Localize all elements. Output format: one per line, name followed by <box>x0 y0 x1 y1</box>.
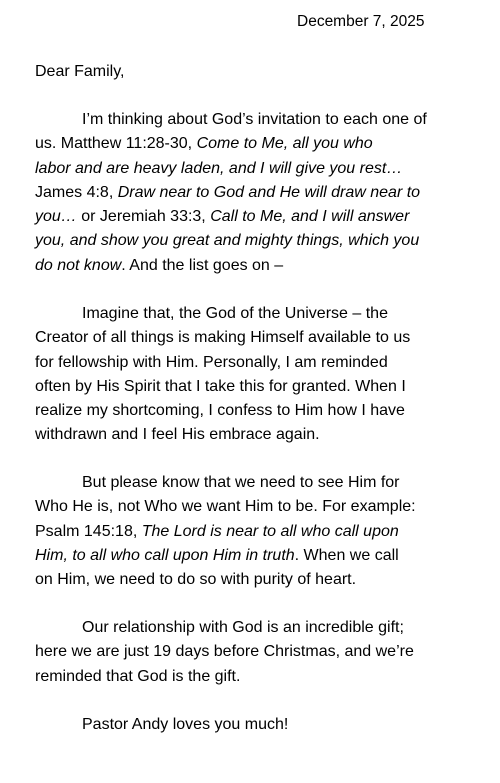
letter-greeting: Dear Family, <box>35 63 125 80</box>
paragraph-line: Creator of all things is making Himself available to us <box>35 329 411 347</box>
paragraph-who-he-is <box>35 471 455 592</box>
scripture-quote: Come to Me, all you who <box>196 135 373 153</box>
scripture-reference: James 4:8, <box>35 183 118 201</box>
paragraph-line <box>35 229 455 253</box>
letter-closing <box>35 713 455 737</box>
paragraph-line <box>35 181 455 205</box>
paragraph-line: on Him, we need to do so with purity of heart. <box>35 571 357 589</box>
text-run: . When we call <box>294 546 399 564</box>
paragraph-line: for fellowship with Him. Personally, I am reminded <box>35 353 388 371</box>
scripture-quote: Call to Me, and I will answer <box>210 208 410 226</box>
closing-line: Pastor Andy loves you much! <box>82 716 289 733</box>
paragraph-line <box>35 254 455 278</box>
scripture-quote: labor and are heavy laden, and I will give you rest… <box>35 159 403 177</box>
paragraph-fellowship <box>35 302 455 448</box>
scripture-reference: Psalm 145:18, <box>35 522 142 540</box>
paragraph-line <box>35 132 455 156</box>
scripture-quote: Him, to all who call upon Him in truth <box>35 546 295 564</box>
paragraph-line <box>35 544 455 568</box>
scripture-quote: you… <box>35 208 77 226</box>
paragraph-line: But please know that we need to see Him for <box>82 474 400 491</box>
paragraph-gift <box>35 616 455 689</box>
paragraph-line <box>35 205 455 229</box>
scripture-reference: or Jeremiah 33:3, <box>76 208 211 226</box>
paragraph-line: often by His Spirit that I take this for granted. When I <box>35 377 406 395</box>
paragraph-line: reminded that God is the gift. <box>35 667 241 685</box>
paragraph-line: Our relationship with God is an incredible gift; <box>82 619 404 636</box>
paragraph-line <box>35 108 455 132</box>
paragraph-line: here we are just 19 days before Christmas, and we’re <box>35 643 414 661</box>
text-run: us. Matthew 11:28-30, <box>35 135 197 153</box>
paragraph-line: Who He is, not Who we want Him to be. For example: <box>35 498 416 516</box>
paragraph-invitation <box>35 108 455 278</box>
scripture-quote: Draw near to God and He will draw near to <box>117 183 421 201</box>
text-run: I’m thinking about God’s invitation to each one of <box>82 111 427 128</box>
text-run: . And the list goes on – <box>121 256 284 274</box>
paragraph-line: realize my shortcoming, I confess to Him how I have <box>35 402 405 420</box>
paragraph-line <box>35 157 455 181</box>
paragraph-line <box>35 520 455 544</box>
scripture-quote: do not know <box>35 256 122 274</box>
scripture-quote: you, and show you great and mighty things, which you <box>35 232 420 250</box>
letter-date: December 7, 2025 <box>297 13 425 30</box>
paragraph-line: Imagine that, the God of the Universe – the <box>82 305 388 322</box>
paragraph-line: withdrawn and I feel His embrace again. <box>35 426 320 444</box>
scripture-quote: The Lord is near to all who call upon <box>141 522 399 540</box>
